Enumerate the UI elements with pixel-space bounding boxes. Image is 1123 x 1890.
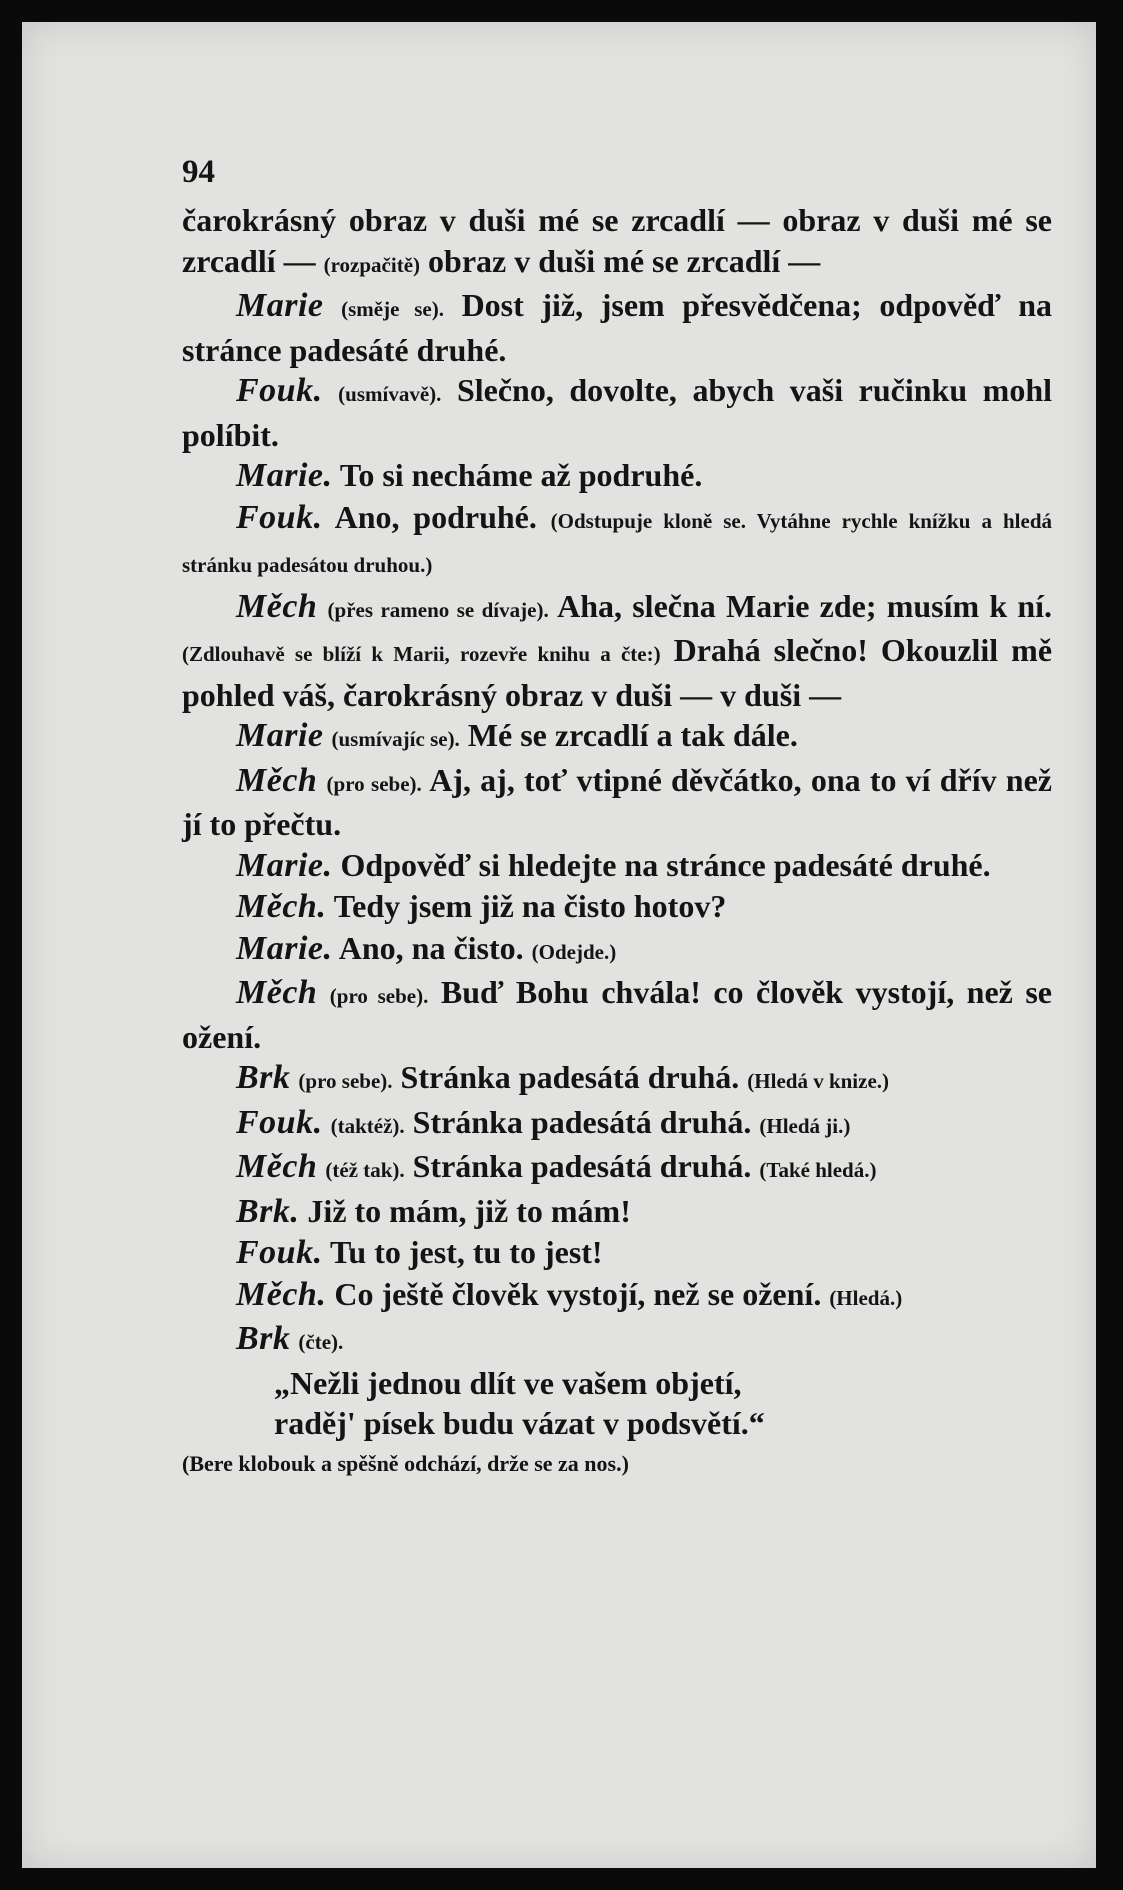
speaker-name: Měch xyxy=(236,587,318,625)
stage-direction: (Odstupuje kloně se. Vytáhne rychle knížku a hledá stránku padesátou druhou.) xyxy=(182,508,1053,577)
paragraph-5 xyxy=(182,497,1052,586)
stage-direction: (usmívavě). xyxy=(338,382,442,406)
speaker-name: Brk xyxy=(236,1320,291,1357)
line-text: Co ještě člověk vystojí, než se ožení. xyxy=(334,1275,822,1312)
line-text: Stránka padesátá druhá. xyxy=(412,1103,752,1140)
paragraph-3 xyxy=(182,370,1052,455)
line-text: Již to mám, již to mám! xyxy=(307,1192,631,1229)
page-number: 94 xyxy=(182,154,215,190)
stage-direction: (Zdlouhavě se blíží k Marii, rozevře knihu a čte:) xyxy=(182,642,661,666)
speaker-name: Měch. xyxy=(236,1275,327,1313)
stage-direction: (taktéž). xyxy=(330,1113,405,1138)
paragraph-14 xyxy=(182,1102,1052,1147)
line-text: Buď Bohu chvála! co člověk vystojí, než se ožení. xyxy=(182,974,1053,1055)
stage-direction: (Odejde.) xyxy=(531,939,617,964)
paragraph-17 xyxy=(182,1232,1052,1274)
speaker-name: Brk. xyxy=(236,1192,300,1230)
speaker-name: Marie. xyxy=(236,846,333,884)
speaker-name: Brk xyxy=(236,1059,291,1096)
page-text xyxy=(182,152,1052,1484)
line-text: obraz v duši mé se zrcadlí — xyxy=(428,242,821,279)
line-text: Dost již, jsem přesvědčena; odpověď na stránce padesáté druhé. xyxy=(182,287,1053,368)
speaker-name: Měch xyxy=(236,974,318,1011)
stage-direction: (pro sebe). xyxy=(329,984,429,1008)
stage-direction: (rozpačitě) xyxy=(323,252,421,277)
line-text: Tu to jest, tu to jest! xyxy=(330,1234,603,1270)
speaker-name: Fouk. xyxy=(236,372,323,409)
line-text: Mé se zrcadlí a tak dále. xyxy=(467,717,798,753)
paragraph-19 xyxy=(182,1318,1052,1363)
line-text: To si necháme až podruhé. xyxy=(339,457,703,493)
paragraph-6 xyxy=(182,586,1052,716)
paragraph-1 xyxy=(182,200,1052,285)
stage-direction: (Hledá v knize.) xyxy=(747,1069,890,1093)
speaker-name: Marie. xyxy=(236,457,333,494)
stage-direction: (pro sebe). xyxy=(298,1069,393,1093)
paragraph-8 xyxy=(182,760,1052,845)
paragraph-9 xyxy=(182,845,1052,887)
speaker-name: Fouk. xyxy=(236,498,323,536)
speaker-name: Měch xyxy=(236,1148,318,1185)
line-text: Ano, na čisto. xyxy=(338,929,524,966)
paragraph-2 xyxy=(182,285,1052,370)
line-text: Slečno, dovolte, abych vaši ručinku mohl políbit. xyxy=(182,372,1053,453)
stage-direction: (čte). xyxy=(298,1330,344,1354)
line-text: Stránka padesátá druhá. xyxy=(400,1059,740,1095)
speaker-name: Fouk. xyxy=(236,1234,323,1271)
paragraph-16 xyxy=(182,1191,1052,1233)
paragraph-13 xyxy=(182,1057,1052,1102)
book-page xyxy=(22,22,1096,1868)
paragraph-12 xyxy=(182,972,1052,1057)
line-text: Odpověď si hledejte na stránce padesáté druhé. xyxy=(340,846,991,883)
stage-direction: (přes rameno se dívaje). xyxy=(327,597,549,622)
stage-direction: (též tak). xyxy=(325,1158,405,1182)
paragraph-18 xyxy=(182,1274,1052,1319)
stage-direction: (Hledá.) xyxy=(829,1285,903,1310)
line-text: Tedy jsem již na čisto hotov? xyxy=(333,888,727,924)
line-text: Drahá slečno! Okouzlil mě pohled váš, čarokrásný obraz v duši — v duši — xyxy=(182,632,1053,713)
speaker-name: Měch xyxy=(236,761,318,799)
paragraph-4 xyxy=(182,455,1052,497)
line-text: Aha, slečna Marie zde; musím k ní. xyxy=(557,587,1052,624)
paragraph-10 xyxy=(182,886,1052,928)
verse-line-2: raděj' písek budu vázat v podsvětí.“ xyxy=(274,1405,765,1441)
stage-direction: (Hledá ji.) xyxy=(759,1113,851,1138)
stage-direction: (pro sebe). xyxy=(326,771,422,796)
speaker-name: Marie. xyxy=(236,929,333,967)
speaker-name: Měch. xyxy=(236,888,327,925)
paragraph-7 xyxy=(182,715,1052,760)
line-text: čarokrásný obraz v duši mé se zrcadlí — obraz v duši mé se zrcadlí — xyxy=(182,202,1052,279)
speaker-name: Marie xyxy=(236,717,324,754)
line-text: Stránka padesátá druhá. xyxy=(412,1148,752,1184)
stage-direction: (usmívajíc se). xyxy=(331,727,460,751)
stage-direction: (Také hledá.) xyxy=(759,1158,877,1182)
stage-direction: (směje se). xyxy=(341,297,444,321)
paragraph-11 xyxy=(182,928,1052,973)
final-stage-direction: (Bere klobouk a spěšně odchází, drže se za nos.) xyxy=(182,1450,629,1476)
verse-line-1: „Nežli jednou dlít ve vašem objetí, xyxy=(274,1364,742,1401)
line-text: Ano, podruhé. xyxy=(334,498,537,535)
speaker-name: Marie xyxy=(236,287,324,324)
line-text: Aj, aj, toť vtipné děvčátko, ona to ví dřív než jí to přečtu. xyxy=(182,761,1053,842)
speaker-name: Fouk. xyxy=(236,1103,323,1141)
paragraph-15 xyxy=(182,1146,1052,1191)
